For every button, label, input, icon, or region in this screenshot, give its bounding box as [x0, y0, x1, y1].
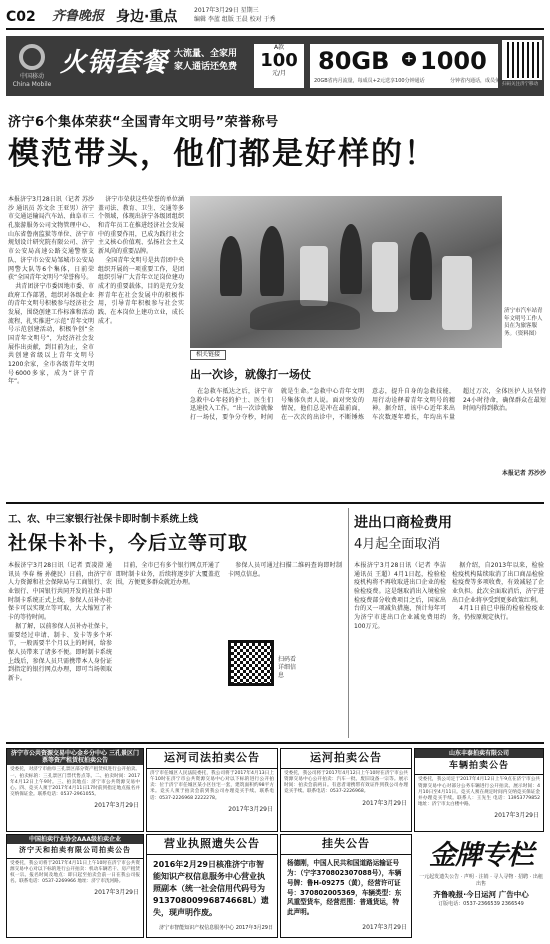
notice-title: 运河拍卖公告	[281, 749, 411, 769]
notice-vehicle-auction	[414, 748, 544, 832]
notice-loss-report	[280, 834, 412, 938]
notice-body: 2016年2月29日核准济宁市智能知识产权信息服务中心营业执照副本（统一社会信用代码号为91370800996874668L）遗失，现声明作废。	[153, 859, 269, 917]
price-box	[254, 44, 304, 88]
story2-column-2	[116, 562, 220, 588]
notice-top: 济宁市公共资源交易中心金乡分中心 三孔景区门票等资产租赁权拍卖公告	[7, 749, 143, 765]
notice-title: 车辆拍卖公告	[415, 758, 543, 775]
notice-date: 2017年3月29日	[362, 924, 407, 932]
news-photo	[190, 196, 502, 348]
divider	[6, 502, 544, 504]
paragraph: 据了解，以前参保人员补办社保卡，需要经过申请、制卡、发卡等多个环节，一般需要半个月以上的时间，给参保人员带来了诸多不便。即时制卡系统上线后，参保人员只需携带本人身份证到指定的银行网点办理，即可当场领取新卡。	[8, 622, 112, 682]
related-body	[190, 388, 546, 423]
notice-top: 山东丰泰拍卖有限公司	[415, 749, 543, 758]
notice-date: 2017年3月29日	[94, 889, 139, 897]
paragraph: 本报济宁3月28日讯（记者 贾凌澄 通讯员 李春 杨 孙健民）日前，由济宁市人力资源和社会保障局与工商银行、农业银行、中国银行共同开发的社保卡即时制卡系统正式上线，参保人员补办社保卡可以实现立等可取，大大缩短了补卡的等待时间。	[8, 562, 112, 622]
story3-column-1	[354, 562, 446, 632]
notice-body: 济宁市任城区人民法院委托，我公司将于2017年4月13日上午10时在济宁市公共资源交易中心对以下标的进行公开拍卖：位于济宁市任城区某小区住宅一套，建筑面积约98平方米。竞买人须于拍卖会前到我公司办理竞买手续。联系电话：0537-2226968 2222278。	[150, 770, 274, 801]
notice-date: 2017年3月29日	[94, 802, 139, 810]
minutes-amount: 1000	[420, 47, 487, 75]
notice-date: 2017年3月29日	[362, 799, 407, 807]
notice-body: 受委托，对济宁市曲阜三孔景区部分资产租赁权进行公开拍卖。一、拍卖标的：三孔景区门票代售点等。二、拍卖时间：2017年4月12日上午9时。三、拍卖地点：济宁市公共资源交易中心。四、竞买人须于2017年4月11日17时前到指定地点报名并交纳保证金。联系电话：0537-2961055。	[10, 767, 140, 798]
notice-title: 营业执照遗失公告	[147, 835, 277, 855]
story2-headline: 社保卡补卡，今后立等可取	[8, 532, 249, 554]
main-column-1	[8, 196, 94, 387]
paper-logo: 齐鲁晚报	[52, 9, 105, 24]
paragraph: 济宁市荣获这些荣誉的单位涵盖司法、教育、卫生、交通等多个领域，体现出济宁各级团组织和青年员工在推进经济社会发展中的重要作用，已成为践行社会主义核心价值观、弘扬社会主义新风尚的重要品牌。	[98, 196, 184, 256]
price-tier: A款	[273, 44, 285, 51]
paragraph: 据介绍，自2013年以来，检验检疫机构陆续取消了出口商品检验检疫费等多项收费，有效减轻了企业负担。此次全面取消后，济宁进出口企业将享受到更多政策红利。	[452, 562, 544, 604]
notice-body: 受委托，我公司将于2017年4月11日上午10时在济宁市公共资源交易中心对以下标的进行公开拍卖：机动车辆若干、房产租赁权一宗。报名时间及地点：即日起至拍卖会前一日在我公司报名。联系电话：0537-2269966 地址：济宁市洸河路。	[10, 860, 140, 885]
section-title: 身边·重点	[116, 9, 178, 25]
notice-date: 济宁市智能知识产权信息服务中心 2017年3月29日	[159, 924, 273, 931]
gold-small-text: 一元起发遗失公告 · 声明 · 注销 · 寻人寻物 · 招聘 · 出租出售	[419, 874, 543, 887]
notice-judicial-auction	[146, 748, 278, 832]
gold-footer: 齐鲁晚报·今日运河 广告中心	[433, 890, 529, 900]
main-kicker: 济宁6个集体荣获“全国青年文明号”荣誉称号	[8, 115, 279, 130]
paragraph: 全国青年文明号是共青团中央组织开展的一项重要工作，是团组织引导广大青年立足岗位建功成才的重要载体，目的是充分发挥青年在社会发展中的积极作用，引导青年积极参与社会实践、在本岗位上建功立业，成长成才。	[98, 256, 184, 325]
price-value: 100	[260, 50, 298, 72]
ad-slogan: 火锅套餐	[60, 48, 169, 78]
main-headline: 模范带头，他们都是好样的！	[8, 136, 437, 172]
notice-body: 受委托，我公司将于2017年4月12日上午10时在济宁市公共资源交易中心公开拍卖：汽车一批、废旧设备一宗等。展示时间：拍卖会前两日。有意者请携带有效证件到我公司办理竞买手续。联系电话：0537-2226968。	[284, 770, 408, 795]
qr-caption: 扫码关注济宁移动	[502, 82, 538, 87]
photo-caption: 济宁市汽车站青年文明号工作人员在为旅客服务。（资料图）	[504, 308, 543, 338]
price-unit: 元/月	[271, 70, 287, 78]
qr-code-icon[interactable]	[504, 42, 540, 78]
related-subhead: 出一次诊，就像打一场仗	[190, 368, 311, 381]
notice-title: 运河司法拍卖公告	[147, 749, 277, 769]
gold-phone: 订版电话：0537-2366539 2366549	[438, 900, 524, 907]
carrier-name: 中国移动 China Mobile	[12, 73, 52, 89]
paragraph: 共青团济宁市委因地市委、市政府工作部署，组织对各级企业的青年文明号积极参与经济社会发展，围绕创建工作标准和活动流程，扎实推进“示范”青年文明号示范创建活动，积极争创“全国青年文明号”，为经济社会发展作出贡献，到目前为止，全市共创建省级以上青年文明号1200余家，全市各级青年文明号6000多家，成为“济宁青年”。	[8, 282, 94, 386]
notice-title: 济宁天和拍卖有限公司拍卖公告	[7, 844, 143, 858]
story3-subhead: 4月起全面取消	[354, 537, 441, 552]
story2-column-3	[228, 562, 342, 579]
offer-box	[310, 44, 516, 88]
data-amount: 80GB	[318, 47, 390, 75]
date-line: 2017年3月29日 星期三	[194, 7, 259, 14]
carrier-logo-icon	[19, 44, 45, 70]
notice-tianhe-auction	[6, 834, 144, 938]
story3-column-2	[452, 562, 544, 623]
editor-line: 编辑 李蓝 组版 王晨 校对 于秀	[194, 16, 276, 23]
qr-code-icon[interactable]	[228, 640, 274, 686]
paragraph: 参保人员可通过扫描二维码查询即时制卡网点信息。	[228, 562, 342, 578]
notice-date: 2017年3月29日	[494, 812, 539, 820]
paragraph: 本报济宁3月28日讯（记者 李洁 通讯员 王超）4月1日起，检验检疫机构将不再收取进出口企业的检验检疫费。这是继取消出入境检验检疫费部分收费项目之后，国家出台的又一项减负措施，预计每年可为济宁市进出口企业减免费用约100万元。	[354, 562, 446, 630]
qr-caption: 扫码看详细信息	[278, 656, 297, 679]
paragraph: 在急救车抵达之后，济宁市急救中心年轻的护士、医生们迅速投入工作。“出一次诊就像打一场仗，要争分夺秒，时间就是生命。”急救中心青年文明号集体负责人说。面对突发的情况，他们总是冲在最前面，在一次次的出诊中，不断锤炼意志，提升自身的急救技能，用行动诠释着青年文明号的精神。据介绍，该中心近年来出车次数逐年增长，年均出车量超过万次，全体医护人员坚持24小时待命，确保群众在最短时间内得到救治。	[190, 388, 546, 422]
reporter-sign: 本报记者 苏沙沙	[501, 470, 546, 477]
notice-date: 2017年3月29日	[228, 805, 273, 813]
story2-column-1	[8, 562, 112, 684]
notice-license-lost	[146, 834, 278, 938]
notice-canal-auction	[280, 748, 412, 832]
related-link-label: 相关链接	[190, 350, 226, 360]
page-header	[6, 4, 544, 30]
page-number: C02	[6, 9, 36, 25]
notice-body: 受委托，我公司定于2017年4月12日上午9点在济宁市公共资源交易中心对部分公务车辆进行公开拍卖。展示时间：4月10日至4月11日。竞买人须在规定时间内交纳竞买保证金并办理竞买手续。联系人：王先生 电话：13953779852 地址：济宁市太白楼中路。	[418, 777, 540, 808]
story2-kicker: 工、农、中三家银行社保卡即时制卡系统上线	[8, 514, 199, 525]
divider	[6, 742, 544, 744]
plus-icon: +	[402, 52, 416, 66]
mobile-ad-banner[interactable]	[6, 36, 544, 96]
main-column-2	[98, 196, 184, 326]
ad-subtitle: 大流量、全家用 家人通话还免费	[174, 49, 238, 73]
offer-note: 20GB省内月流量，每成员+2元送享100分钟通话	[314, 78, 425, 84]
carrier-logo	[12, 44, 52, 88]
paragraph: 目前，全市已有多个银行网点开通了即时制卡业务，后续将逐步扩大覆盖范围，方便更多群众就近办理。	[116, 562, 220, 587]
gold-column-ad	[418, 838, 544, 918]
notice-body: 杨德刚，中国人民共和国道路运输证号为：（宁字370802307088号），车辆号牌：鲁H-09275（黄），经营许可证号：370802005369，车辆类型：东风重型货车，经营范围：普通货运，特此声明。	[287, 858, 402, 917]
divider	[348, 508, 349, 738]
notice-auction-1	[6, 748, 144, 832]
gold-title: 金牌专栏	[429, 840, 533, 871]
paragraph: 本报济宁3月28日讯（记者 苏沙沙 通讯员 苏文余 王亚男）济宁市交通运输局汽车站、曲阜市三孔旅游服务公司文物管理中心、山东省鲁南监狱等单位、济宁市规划设计研究院有限公司、济宁市公安局高速公路交通警察支队、济宁市公安局邹城市公安局网警大队等6个集体，日前荣获“全国青年文明号”荣誉称号。	[8, 196, 94, 282]
notice-top: 中国拍卖行业协会AAA级拍卖企业	[7, 835, 143, 844]
story3-headline: 进出口商检费用	[354, 515, 452, 531]
notice-title: 挂失公告	[281, 835, 411, 855]
offer-note-2: 分钟省内通话，成员免费互打	[450, 78, 516, 84]
paragraph: 4月1日前已申报的检验检疫业务，仍按原规定执行。	[452, 605, 544, 622]
